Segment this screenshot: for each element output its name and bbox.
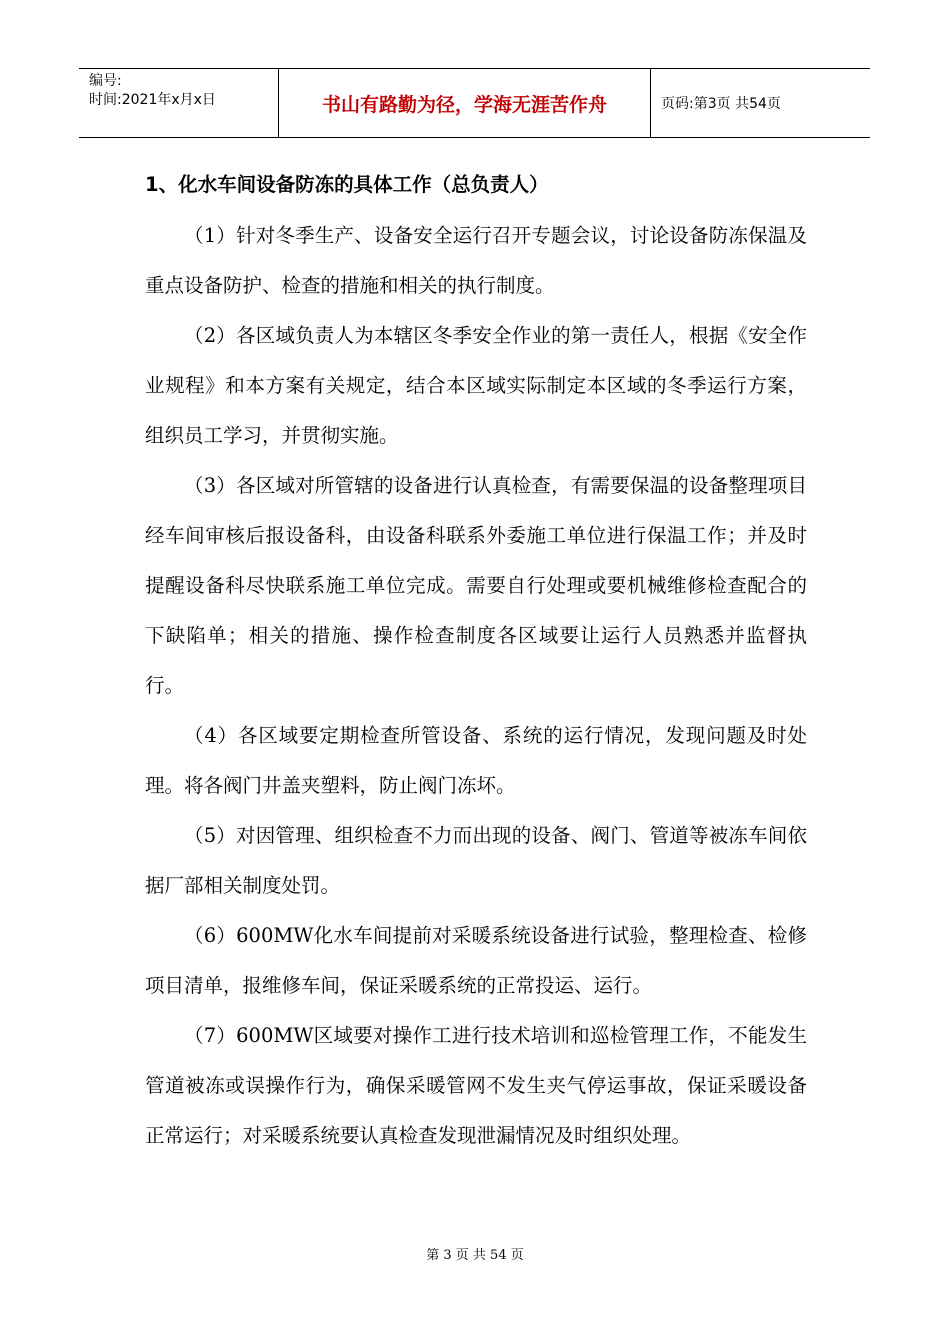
paragraph: （1）针对冬季生产、设备安全运行召开专题会议，讨论设备防冻保温及重点设备防护、检查的措施和相关的执行制度。 [145, 224, 807, 297]
document-number-label: 编号: [89, 73, 122, 89]
document-body [145, 165, 807, 1161]
paragraph: （7）600MW区域要对操作工进行技术培训和巡检管理工作，不能发生管道被冻或误操作行为，确保采暖管网不发生夹气停运事故，保证采暖设备正常运行；对采暖系统要认真检查发现泄漏情况及时组织处理。 [145, 1024, 807, 1147]
page-footer: 第 3 页 共 54 页 [426, 1248, 524, 1263]
header-motto: 书山有路勤为径，学海无涯苦作舟 [279, 69, 651, 137]
page-header [79, 68, 870, 138]
paragraph: （3）各区域对所管辖的设备进行认真检查，有需要保温的设备整理项目经车间审核后报设备科，由设备科联系外委施工单位进行保温工作；并及时提醒设备科尽快联系施工单位完成。需要自行处理或要机械维修检查配合的下缺陷单；相关的措施、操作检查制度各区域要让运行人员熟悉并监督执行。 [145, 474, 807, 697]
section-title: 1、化水车间设备防冻的具体工作（总负责人） [145, 173, 549, 196]
document-time: 时间:2021年x月x日 [89, 92, 216, 108]
paragraph: （5）对因管理、组织检查不力而出现的设备、阀门、管道等被冻车间依据厂部相关制度处罚。 [145, 824, 807, 897]
paragraph: （2）各区域负责人为本辖区冬季安全作业的第一责任人，根据《安全作业规程》和本方案有关规定，结合本区域实际制定本区域的冬季运行方案，组织员工学习，并贯彻实施。 [145, 324, 807, 447]
paragraph: （4）各区域要定期检查所管设备、系统的运行情况，发现问题及时处理。将各阀门井盖夹塑料，防止阀门冻坏。 [145, 724, 807, 797]
paragraph: （6）600MW化水车间提前对采暖系统设备进行试验，整理检查、检修项目清单，报维修车间，保证采暖系统的正常投运、运行。 [145, 924, 807, 997]
header-meta [79, 69, 279, 137]
header-page-info: 页码:第3页 共54页 [661, 96, 781, 112]
